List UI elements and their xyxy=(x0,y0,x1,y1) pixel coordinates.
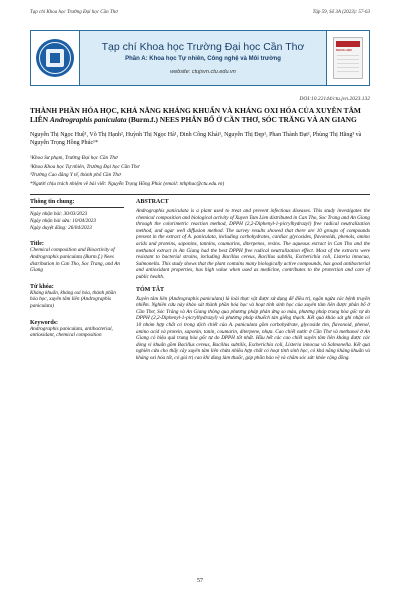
running-head-journal: Tạp chí Khoa học Trường Đại học Cần Thơ xyxy=(30,10,118,15)
author-list: Nguyễn Thị Ngọc Huệ¹, Võ Thị Hạnh², Huỳnh Thị Ngọc Hà¹, Đinh Công Khải¹, Nguyễn Thị Đẹp¹, Phan Thành Đạt¹, Phùng Thị Hằng³ và Nguyễn Trọng Hồng Phúc¹* xyxy=(30,132,362,147)
tomtat-text: Xuyên tâm liên (Andrographis paniculata) là loài thực vật được sử dụng để điều trị, ngăn ngừa các bệnh truyền nhiễm. Nghiên cứu này khảo sát thành phần hóa học và hoạt tính sinh học của xuyên tâm liên được phân bố ở Cần Thơ, Sóc Trăng và An Giang thông qua phương pháp phản ứng so màu, phương pháp trung hòa gốc tự do DPPH (2,2-Diphenyl-1-picrylhydrazyl) và phương pháp khuếch tán giếng thạch. Kết quả khảo sát ghi nhận có 10 nhóm hợp chất có trong dịch chiết của A. paniculata gồm carbohydrate, glycoside tim, flavonoid, phenol, amino acid và protein, saponin, tanin, coumarin, diterpene, nhựa. Cao chiết nước ở Cần Thơ và methanol ở An Giang có hiệu quả trung hòa gốc tự do DPPH tốt nhất. Hầu hết các cao chiết xuyên tâm liên kháng được các dòng vi khuẩn gồm Bacillus cereus, Bacillus subtilis, Escherichia coli, Listeria innocua và Salmonella. Kết quả nghiên cứu cho thấy cây xuyên tâm liên chứa nhiều hợp chất có hoạt tính sinh học, có khả năng kháng khuẩn và kháng oxi hóa tốt, có giá trị cao khi dùng làm thuốc, góp phần bảo vệ và chăm sóc sức khỏe cộng đồng. xyxy=(136,295,370,361)
journal-masthead xyxy=(30,30,370,86)
abstract-text: Andrographis paniculata is a plant used to treat and prevent infectious diseases. This study investigates the chemical composition and biological activity of Xuyen Tam Lien distributed in Can Tho, Soc Trang and An Giang through the colorimetric reaction method, DPPH (2,2-Diphenyl-1-picrylhydrazyl) free radical neutralization method, and agar well diffusion method. The survey results showed that there are 10 groups of compounds present in the extract of A. paniculata, including carbohydrates, cardiac glycosides, flavonoids, phenols, amino acids and proteins, saponins, tannins, coumarins, diterpenes, resins. The aqueous extract in Can Tho and the methanol extract in An Giang had the best DPPH free radical neutralization effect. Most of the extracts were resistant to bacterial strains, including Bacillus cereus, Bacillus subtilis, Escherichia coli, Listeria innocua, Salmonella. This study shows that the plant contains many biologically active compounds, has good antibacterial and antioxidant properties, has high value when used as medicine, contributes to the protection and care of public health. xyxy=(136,208,370,280)
vn-keywords: Kháng khuẩn, kháng oxi hóa, thành phần hóa học, xuyên tâm liên (Andrographis paniculata) xyxy=(30,289,116,309)
cover-label: KHOA HỌC xyxy=(336,48,353,52)
english-title-heading: Title: xyxy=(30,241,44,248)
keywords-heading: Keywords: xyxy=(30,319,58,326)
keywords: Andrographis paniculata, antibacterial, antioxidant, chemical composition xyxy=(30,325,113,339)
affiliations xyxy=(30,154,370,189)
corresponding-author: *Người chịu trách nhiệm về bài viết: Nguyễn Trọng Hồng Phúc (email: nthphuc@ctu.edu.vn) xyxy=(30,181,225,188)
running-head-volume: Tập 59, Số 3A (2023): 57-63 xyxy=(312,10,370,15)
affiliation: ¹Khoa Sư phạm, Trường Đại học Cần Thơ xyxy=(30,154,118,161)
page-number: 57 xyxy=(197,578,203,584)
university-logo xyxy=(31,31,79,85)
revised-date: Ngày nhận bài sửa: 10/04/2023 xyxy=(30,217,96,224)
journal-cover xyxy=(327,31,369,85)
journal-section: Phần A: Khoa học Tự nhiên, Công nghệ và Môi trường xyxy=(125,56,281,62)
doi[interactable]: DOI:10.22144/ctu.jvn.2023.132 xyxy=(299,96,370,102)
running-head xyxy=(30,10,370,18)
info-column xyxy=(30,199,130,361)
affiliation: ²Khoa Khoa học Tự nhiên, Trường Đại học Cần Thơ xyxy=(30,163,140,170)
tomtat-heading: TÓM TẮT xyxy=(136,286,165,293)
article-body xyxy=(30,199,370,361)
abstract-heading: ABSTRACT xyxy=(136,199,169,205)
abstract-column xyxy=(130,199,370,361)
article-title-post: (Burm.f.) NEES PHÂN BỐ Ở CẦN THƠ, SÓC TRĂNG VÀ AN GIANG xyxy=(126,115,357,124)
vn-keywords-heading: Từ khóa: xyxy=(30,283,54,290)
ctu-logo-icon xyxy=(36,39,74,77)
english-title: Chemical composition and Bioactivity of Andrographis paniculata (Burm.f.) Nees distribution in Can Tho, Soc Trang, and An Giang xyxy=(30,247,120,274)
article-title-species: Andrographis paniculata xyxy=(49,115,127,124)
accepted-date: Ngày duyệt đăng: 26/04/2023 xyxy=(30,224,92,231)
article-title-pre: THÀNH PHẦN HÓA HỌC, KHẢ NĂNG KHÁNG KHUẨN VÀ KHÁNG OXI HÓA CỦA XUYÊN TÂM LIÊN xyxy=(30,106,361,124)
divider xyxy=(30,194,370,195)
masthead-center xyxy=(79,31,327,85)
divider xyxy=(30,207,124,208)
journal-title: Tạp chí Khoa học Trường Đại học Cần Thơ xyxy=(101,41,305,53)
info-heading: Thông tin chung: xyxy=(30,199,75,205)
journal-website[interactable]: website: ctujsvn.ctu.edu.vn xyxy=(170,69,236,75)
cover-thumbnail-icon xyxy=(333,37,363,79)
received-date: Ngày nhận bài: 30/03/2023 xyxy=(30,211,88,217)
affiliation: ³Trường Cao đẳng Y tế, thành phố Cần Thơ xyxy=(30,172,121,179)
article-title xyxy=(30,106,370,124)
